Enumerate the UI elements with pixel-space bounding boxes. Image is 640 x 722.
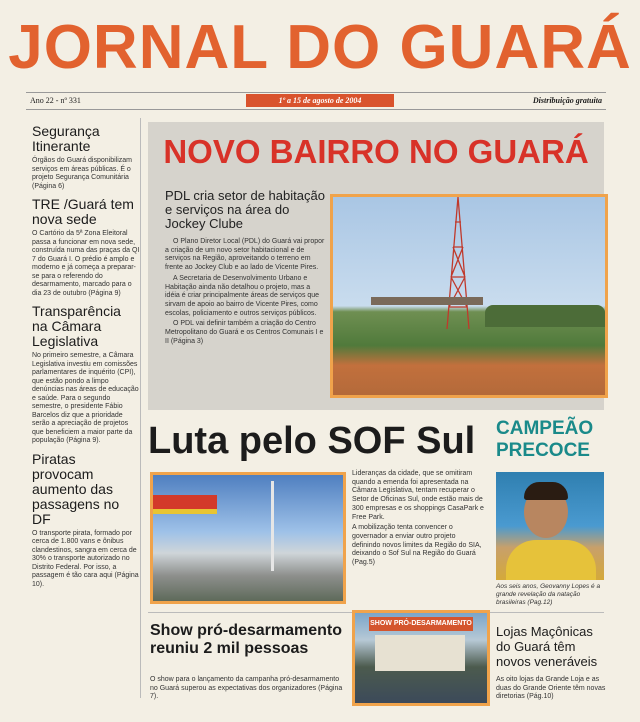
lojas-body: As oito lojas da Grande Loja e as duas do Grande Oriente têm novas diretorias (Pág.10) <box>496 676 606 701</box>
left-story-headline: Piratas provocam aumento das passagens no DF <box>32 450 120 527</box>
gas-station-canopy <box>153 495 217 509</box>
issue-number: Ano 22 - nº 331 <box>30 96 81 105</box>
sof-paragraph: Lideranças da cidade, que se omitiram quando a emenda foi apresentada na Câmara Legislativa, tentam recuperar o Setor de Oficinas Sul, onde estão mais de 300 empresas e os shoppings CasaPark e Free Park. <box>352 470 484 521</box>
show-headline: Show pró-desarmamento reuniu 2 mil pessoas <box>150 622 343 657</box>
grandstand-roof <box>371 297 483 305</box>
left-column <box>32 118 140 595</box>
swimmer-hair <box>524 482 568 500</box>
lead-headline: NOVO BAIRRO NO GUARÁ <box>163 133 589 170</box>
column-divider <box>140 118 141 698</box>
concert-banner: SHOW PRÓ-DESARMAMENTO <box>369 617 473 631</box>
info-bar <box>26 92 606 110</box>
left-story-body: O transporte pirata, formado por cerca de 1.800 vans e ônibus clandestinos, sangra em cerca de 30% o transporte autorizado no Distrito Federal. Por isso, a passagem é tão cara aqui (Página 10). <box>32 529 139 588</box>
gas-station-stripe <box>153 509 217 514</box>
lead-subhead: PDL cria setor de habitação e serviços na área do Jockey Clube <box>165 188 325 231</box>
lead-paragraph: A Secretaria de Desenvolvimento Urbano e Habitação ainda não detalhou o projeto, mas a idéia é criar principalmente áreas de serviços que sirvam de apoio ao bairro de Vicente Pires, como escolas, policiamento e outros serviços públicos. <box>165 274 320 317</box>
lojas-headline: Lojas Maçônicas do Guará têm novos veneráveis <box>496 624 598 669</box>
gas-station-photo <box>150 472 346 604</box>
swimmer-photo <box>496 472 604 580</box>
lead-body <box>165 238 325 348</box>
concert-photo <box>352 610 490 706</box>
swimmer-caption: Aos seis anos, Geovanny Lopes é a grande revelação da natação brasileiras (Pag.12) <box>496 583 601 606</box>
left-story-headline: Segurança Itinerante <box>32 123 100 154</box>
street-light-pole <box>271 481 274 571</box>
left-story-body: Órgãos do Guará disponibilizam serviços em áreas públicas. É o projeto Segurança Comunitária (Página 6) <box>32 157 132 190</box>
lead-story-box <box>148 122 604 410</box>
tree-line <box>485 305 605 327</box>
swimmer-shirt <box>506 540 596 580</box>
show-body: O show para o lançamento da campanha pró-desarmamento no Guará superou as expectativas dos organizadores (Página 7). <box>150 676 343 701</box>
left-story-body: O Cartório da 5ª Zona Eleitoral passa a funcionar em nova sede, construída numa das praças da QI 7 do Guará I. O prédio é amplo e moderno e já começa a preparar-se para o referendo do desarmamento, marcado para o dia 23 de outubro (Página 9) <box>32 230 140 297</box>
sof-headline: Luta pelo SOF Sul <box>148 420 476 462</box>
jockey-club-photo <box>330 194 608 398</box>
transmission-tower-icon <box>445 197 471 329</box>
campeao-headline: CAMPEÃO PRECOCE <box>496 418 594 461</box>
masthead-title: JORNAL DO GUARÁ <box>8 13 632 82</box>
left-story-body: No primeiro semestre, a Câmara Legislativa investiu em comissões parlamentares de inquérito (CPI), que estão pondo a limpo denúncias nas áreas de educação e saúde. Para o segundo semestre, o presidente Fábio Barcelos diz que a prioridade serão a apreciação de projetos que beneficiem a maior parte da população (Página 9). <box>32 352 139 444</box>
sof-body <box>352 470 484 570</box>
concert-stage <box>375 635 465 671</box>
issue-date: 1º a 15 de agosto de 2004 <box>246 94 394 107</box>
left-story-headline: Transparência na Câmara Legislativa <box>32 303 121 349</box>
sof-paragraph: A mobilização tenta convencer o governador a enviar outro projeto definindo novos limites da Região do SIA, deixando o Sof Sul na Região do Guará (Pag.5) <box>352 524 482 567</box>
lead-paragraph: O Plano Diretor Local (PDL) do Guará vai propor a criação de um novo setor habitacional e de serviços na Região, aproveitando o terreno em frente ao Jockey Club e ao lado de Vicente Pires. <box>165 238 325 272</box>
left-story-headline: TRE /Guará tem nova sede <box>32 196 134 227</box>
right-column <box>496 418 606 462</box>
lead-paragraph: O PDL vai definir também a criação do Centro Metropolitano do Guará e os Centros Comunais I e II (Página 3) <box>165 320 324 345</box>
distribution-note: Distribuição gratuita <box>532 96 602 105</box>
